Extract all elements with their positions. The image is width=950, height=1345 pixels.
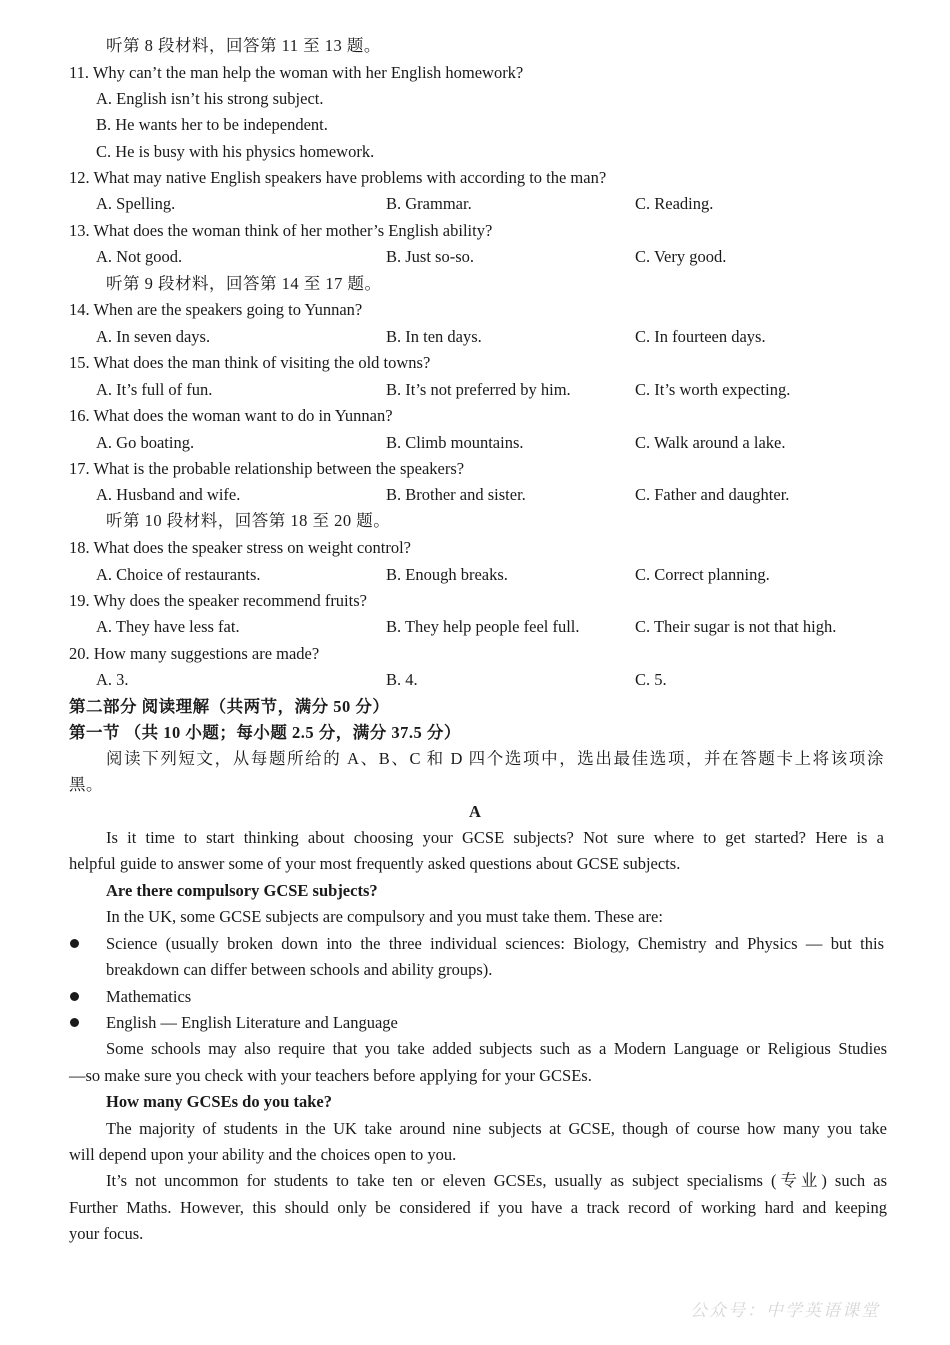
uncommon-paragraph-cont: Further Maths. However, this should only be considered if you have a track record of working hard and keeping: [69, 1198, 887, 1217]
q20-option-c: C. 5.: [635, 670, 667, 689]
watermark: 公众号：中学英语课堂: [690, 1301, 880, 1321]
q17-option-a: A. Husband and wife.: [96, 485, 241, 504]
q14-option-a: A. In seven days.: [96, 327, 211, 346]
bullet-icon: [70, 1018, 79, 1027]
q15-option-a: A. It’s full of fun.: [96, 380, 213, 399]
question-16: 16. What does the woman want to do in Yunnan?: [69, 406, 393, 425]
q17-option-b: B. Brother and sister.: [386, 485, 526, 504]
bullet-mathematics: Mathematics: [106, 987, 192, 1006]
q11-option-b: B. He wants her to be independent.: [96, 115, 328, 134]
reading-instruction-cont: 黑。: [69, 775, 103, 794]
heading-how-many: How many GCSEs do you take?: [106, 1092, 332, 1111]
bullet-icon: [70, 992, 79, 1001]
q16-option-c: C. Walk around a lake.: [635, 433, 786, 452]
section-one-title: 第一节 （共 10 小题；每小题 2.5 分，满分 37.5 分）: [69, 723, 461, 742]
question-17: 17. What is the probable relationship between the speakers?: [69, 459, 465, 478]
question-12: 12. What may native English speakers have problems with according to the man?: [69, 168, 607, 187]
q11-option-a: A. English isn’t his strong subject.: [96, 89, 324, 108]
q13-option-b: B. Just so-so.: [386, 247, 475, 266]
reading-instruction: 阅读下列短文，从每题所给的 A、B、C 和 D 四个选项中，选出最佳选项，并在答题卡上将该项涂: [106, 749, 884, 768]
q11-option-c: C. He is busy with his physics homework.: [96, 142, 375, 161]
q12-option-b: B. Grammar.: [386, 194, 472, 213]
part-two-title: 第二部分 阅读理解（共两节，满分 50 分）: [69, 697, 390, 716]
q12-option-a: A. Spelling.: [96, 194, 176, 213]
question-14: 14. When are the speakers going to Yunnan?: [69, 300, 363, 319]
question-15: 15. What does the man think of visiting the old towns?: [69, 353, 431, 372]
passage-label: A: [469, 802, 481, 821]
q15-option-b: B. It’s not preferred by him.: [386, 380, 571, 399]
section-header-9: 听第 9 段材料，回答第 14 至 17 题。: [106, 274, 382, 293]
added-subjects-paragraph: Some schools may also require that you take added subjects such as a Modern Language or Religious Studies: [106, 1039, 887, 1058]
q15-option-c: C. It’s worth expecting.: [635, 380, 791, 399]
q14-option-b: B. In ten days.: [386, 327, 482, 346]
q12-option-c: C. Reading.: [635, 194, 714, 213]
heading-compulsory-subjects: Are there compulsory GCSE subjects?: [106, 881, 378, 900]
question-19: 19. Why does the speaker recommend fruits?: [69, 591, 367, 610]
q19-option-a: A. They have less fat.: [96, 617, 240, 636]
question-13: 13. What does the woman think of her mother’s English ability?: [69, 221, 493, 240]
intro-paragraph: Is it time to start thinking about choosing your GCSE subjects? Not sure where to get started? Here is a: [106, 828, 884, 847]
bullet-english: English — English Literature and Language: [106, 1013, 398, 1032]
majority-paragraph: The majority of students in the UK take around nine subjects at GCSE, though of course how many you take: [106, 1119, 887, 1138]
intro-paragraph-cont: helpful guide to answer some of your most frequently asked questions about GCSE subjects.: [69, 854, 681, 873]
bullet-science-cont: breakdown can differ between schools and ability groups).: [106, 960, 493, 979]
question-11: 11. Why can’t the man help the woman with her English homework?: [69, 63, 524, 82]
question-20: 20. How many suggestions are made?: [69, 644, 320, 663]
uncommon-paragraph-end: your focus.: [69, 1224, 144, 1243]
q20-option-a: A. 3.: [96, 670, 129, 689]
q13-option-a: A. Not good.: [96, 247, 183, 266]
majority-paragraph-cont: will depend upon your ability and the choices open to you.: [69, 1145, 457, 1164]
added-subjects-paragraph-cont: —so make sure you check with your teachers before applying for your GCSEs.: [69, 1066, 592, 1085]
q14-option-c: C. In fourteen days.: [635, 327, 766, 346]
section-header-8: 听第 8 段材料，回答第 11 至 13 题。: [106, 36, 381, 55]
q18-option-c: C. Correct planning.: [635, 565, 770, 584]
q16-option-b: B. Climb mountains.: [386, 433, 524, 452]
question-18: 18. What does the speaker stress on weight control?: [69, 538, 411, 557]
uncommon-paragraph: It’s not uncommon for students to take ten or eleven GCSEs, usually as subject specialisms (专业) such as: [106, 1171, 887, 1190]
section-header-10: 听第 10 段材料，回答第 18 至 20 题。: [106, 511, 391, 530]
q17-option-c: C. Father and daughter.: [635, 485, 790, 504]
q18-option-b: B. Enough breaks.: [386, 565, 508, 584]
bullet-science: Science (usually broken down into the three individual sciences: Biology, Chemistry and Physics — but this: [106, 934, 884, 953]
q19-option-c: C. Their sugar is not that high.: [635, 617, 837, 636]
bullet-icon: [70, 939, 79, 948]
q13-option-c: C. Very good.: [635, 247, 727, 266]
q18-option-a: A. Choice of restaurants.: [96, 565, 261, 584]
compulsory-intro: In the UK, some GCSE subjects are compulsory and you must take them. These are:: [106, 907, 663, 926]
q20-option-b: B. 4.: [386, 670, 418, 689]
q16-option-a: A. Go boating.: [96, 433, 195, 452]
q19-option-b: B. They help people feel full.: [386, 617, 580, 636]
